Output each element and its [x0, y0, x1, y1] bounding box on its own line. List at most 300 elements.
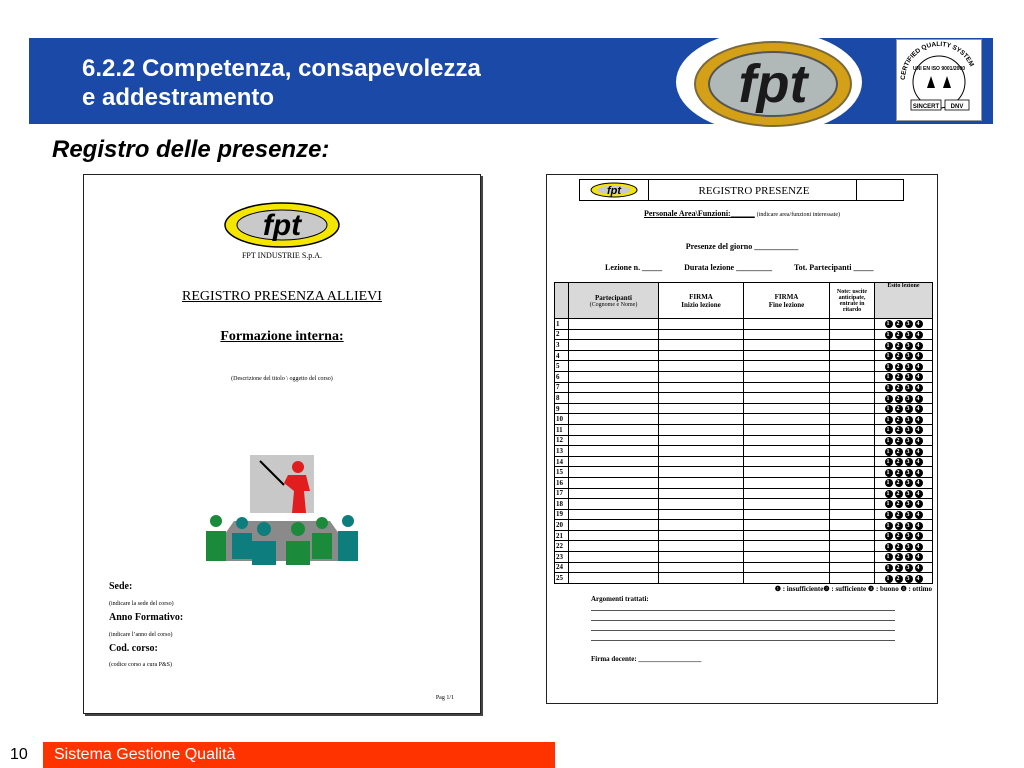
participant-cell[interactable] — [569, 424, 659, 435]
outcome-rating-cell[interactable] — [875, 446, 933, 457]
notes-cell[interactable] — [830, 340, 875, 351]
rating-mark-icon[interactable]: 1 — [886, 321, 891, 328]
participant-cell[interactable] — [569, 562, 659, 573]
row-number: 24 — [555, 562, 569, 573]
sign-end-cell[interactable] — [744, 499, 830, 510]
participant-cell[interactable] — [569, 371, 659, 382]
sign-end-cell[interactable] — [744, 424, 830, 435]
sign-end-cell[interactable] — [744, 541, 830, 552]
sign-end-cell[interactable] — [744, 446, 830, 457]
participant-cell[interactable] — [569, 520, 659, 531]
topics-line — [591, 620, 895, 621]
participant-cell[interactable] — [569, 382, 659, 393]
rating-mark-icon[interactable]: 1 — [886, 459, 891, 466]
rating-mark-icon[interactable]: 4 — [916, 575, 921, 582]
rating-mark-icon[interactable]: 4 — [916, 437, 921, 444]
table-row — [555, 477, 933, 488]
sign-start-cell[interactable] — [659, 573, 744, 584]
page-number: Pag 1/1 — [435, 695, 454, 701]
sign-end-cell[interactable] — [744, 340, 830, 351]
rating-mark-icon[interactable]: 4 — [916, 501, 921, 508]
rating-mark-icon[interactable]: 4 — [916, 374, 921, 381]
rating-mark-icon[interactable]: 2 — [896, 342, 901, 349]
rating-mark-icon[interactable]: 2 — [896, 533, 901, 540]
sign-end-cell[interactable] — [744, 382, 830, 393]
attendance-cover-document — [83, 174, 481, 714]
rating-mark-icon[interactable]: 3 — [906, 331, 911, 338]
rating-mark-icon[interactable]: 2 — [896, 543, 901, 550]
outcome-rating-cell[interactable] — [875, 541, 933, 552]
rating-mark-icon[interactable]: 3 — [906, 427, 911, 434]
rating-mark-icon[interactable]: 4 — [916, 490, 921, 497]
row-number: 21 — [555, 530, 569, 541]
rating-mark-icon[interactable]: 3 — [906, 480, 911, 487]
sign-end-cell[interactable] — [744, 488, 830, 499]
rating-mark-icon[interactable]: 3 — [906, 416, 911, 423]
sign-start-cell[interactable] — [659, 424, 744, 435]
outcome-rating-cell[interactable] — [875, 403, 933, 414]
sign-start-cell[interactable] — [659, 403, 744, 414]
sign-end-cell[interactable] — [744, 509, 830, 520]
table-row — [555, 488, 933, 499]
participant-cell[interactable] — [569, 488, 659, 499]
topics-line — [591, 640, 895, 641]
table-row — [555, 509, 933, 520]
rating-mark-icon[interactable]: 3 — [906, 554, 911, 561]
sign-start-cell[interactable] — [659, 393, 744, 404]
rating-mark-icon[interactable]: 1 — [886, 374, 891, 381]
rating-mark-icon[interactable]: 2 — [896, 565, 901, 572]
row-number: 20 — [555, 520, 569, 531]
topics-line — [591, 630, 895, 631]
rating-mark-icon[interactable]: 2 — [896, 575, 901, 582]
sign-end-cell[interactable] — [744, 329, 830, 340]
sign-end-cell[interactable] — [744, 371, 830, 382]
sign-start-cell[interactable] — [659, 477, 744, 488]
outcome-rating-cell[interactable] — [875, 530, 933, 541]
rating-mark-icon[interactable]: 4 — [916, 321, 921, 328]
rating-mark-icon[interactable]: 1 — [886, 575, 891, 582]
rating-mark-icon[interactable]: 2 — [896, 480, 901, 487]
notes-cell[interactable] — [830, 329, 875, 340]
venue-hint: (indicare la sede del corso) — [109, 601, 174, 607]
rating-mark-icon[interactable]: 4 — [916, 512, 921, 519]
rating-mark-icon[interactable]: 1 — [886, 353, 891, 360]
rating-mark-icon[interactable]: 3 — [906, 353, 911, 360]
svg-text:fpt: fpt — [738, 54, 808, 114]
participant-cell[interactable] — [569, 350, 659, 361]
notes-cell[interactable] — [830, 446, 875, 457]
rating-mark-icon[interactable]: 3 — [906, 374, 911, 381]
row-number: 13 — [555, 446, 569, 457]
outcome-rating-cell[interactable] — [875, 573, 933, 584]
sign-start-cell[interactable] — [659, 488, 744, 499]
rating-mark-icon[interactable]: 3 — [906, 384, 911, 391]
participant-cell[interactable] — [569, 340, 659, 351]
rating-mark-icon[interactable]: 3 — [906, 437, 911, 444]
outcome-rating-cell[interactable] — [875, 319, 933, 330]
col-sign-end-header — [744, 283, 830, 319]
participant-cell[interactable] — [569, 446, 659, 457]
outcome-rating-cell[interactable] — [875, 467, 933, 478]
rating-mark-icon[interactable]: 4 — [916, 384, 921, 391]
sign-start-cell[interactable] — [659, 520, 744, 531]
outcome-rating-cell[interactable] — [875, 329, 933, 340]
register-title: REGISTRO PRESENZA ALLIEVI — [182, 289, 382, 304]
rating-mark-icon[interactable]: 1 — [886, 416, 891, 423]
row-number: 8 — [555, 393, 569, 404]
rating-mark-icon[interactable]: 4 — [916, 459, 921, 466]
notes-cell[interactable] — [830, 361, 875, 372]
sign-start-cell[interactable] — [659, 371, 744, 382]
participant-cell[interactable] — [569, 456, 659, 467]
participant-cell[interactable] — [569, 393, 659, 404]
rating-mark-icon[interactable]: 4 — [916, 353, 921, 360]
rating-mark-icon[interactable]: 1 — [886, 522, 891, 529]
outcome-rating-cell[interactable] — [875, 456, 933, 467]
rating-mark-icon[interactable]: 1 — [886, 342, 891, 349]
table-row — [555, 403, 933, 414]
table-row — [555, 446, 933, 457]
rating-mark-icon[interactable]: 1 — [886, 533, 891, 540]
rating-mark-icon[interactable]: 4 — [916, 522, 921, 529]
page-title-line-1: 6.2.2 Competenza, consapevolezza — [82, 55, 481, 82]
rating-mark-icon[interactable]: 1 — [886, 448, 891, 455]
sign-end-cell[interactable] — [744, 477, 830, 488]
training-year-hint: (indicare l’anno del corso) — [109, 632, 173, 638]
sign-end-cell[interactable] — [744, 403, 830, 414]
outcome-rating-cell[interactable] — [875, 350, 933, 361]
outcome-rating-cell[interactable] — [875, 340, 933, 351]
sign-start-cell[interactable] — [659, 382, 744, 393]
sign-start-cell[interactable] — [659, 456, 744, 467]
table-row — [555, 552, 933, 563]
rating-mark-icon[interactable]: 4 — [916, 427, 921, 434]
participant-cell[interactable] — [569, 361, 659, 372]
attendance-table-body — [555, 319, 933, 584]
participant-cell[interactable] — [569, 573, 659, 584]
notes-cell[interactable] — [830, 562, 875, 573]
sign-end-cell[interactable] — [744, 435, 830, 446]
sign-start-cell[interactable] — [659, 340, 744, 351]
rating-mark-icon[interactable]: 2 — [896, 384, 901, 391]
rating-mark-icon[interactable]: 1 — [886, 363, 891, 370]
outcome-rating-cell[interactable] — [875, 393, 933, 404]
sign-end-cell[interactable] — [744, 467, 830, 478]
rating-mark-icon[interactable]: 4 — [916, 469, 921, 476]
rating-mark-icon[interactable]: 2 — [896, 554, 901, 561]
row-number: 6 — [555, 371, 569, 382]
notes-cell[interactable] — [830, 435, 875, 446]
participant-cell[interactable] — [569, 541, 659, 552]
rating-mark-icon[interactable]: 4 — [916, 363, 921, 370]
rating-mark-icon[interactable]: 2 — [896, 416, 901, 423]
notes-cell[interactable] — [830, 541, 875, 552]
notes-cell[interactable] — [830, 350, 875, 361]
notes-cell[interactable] — [830, 520, 875, 531]
attendance-table — [554, 282, 933, 584]
table-row — [555, 530, 933, 541]
area-line — [547, 209, 937, 218]
sign-start-cell[interactable] — [659, 329, 744, 340]
rating-mark-icon[interactable]: 1 — [886, 469, 891, 476]
page-title-line-2: e addestramento — [82, 84, 275, 111]
sign-end-cell[interactable] — [744, 393, 830, 404]
rating-mark-icon[interactable]: 3 — [906, 459, 911, 466]
sign-end-cell[interactable] — [744, 520, 830, 531]
notes-cell[interactable] — [830, 530, 875, 541]
outcome-rating-cell[interactable] — [875, 488, 933, 499]
row-number: 5 — [555, 361, 569, 372]
training-title: Formazione interna: — [220, 329, 344, 344]
rating-mark-icon[interactable]: 2 — [896, 395, 901, 402]
rating-mark-icon[interactable]: 3 — [906, 363, 911, 370]
table-row — [555, 371, 933, 382]
rating-mark-icon[interactable]: 4 — [916, 565, 921, 572]
rating-mark-icon[interactable]: 2 — [896, 522, 901, 529]
rating-mark-icon[interactable]: 3 — [906, 321, 911, 328]
fpt-logo-mini — [590, 182, 638, 198]
table-row — [555, 319, 933, 330]
outcome-rating-cell[interactable] — [875, 424, 933, 435]
rating-mark-icon[interactable]: 2 — [896, 437, 901, 444]
outcome-rating-cell[interactable] — [875, 361, 933, 372]
notes-cell[interactable] — [830, 509, 875, 520]
sign-end-cell[interactable] — [744, 530, 830, 541]
rating-mark-icon[interactable]: 1 — [886, 543, 891, 550]
rating-mark-icon[interactable]: 1 — [886, 554, 891, 561]
table-row — [555, 456, 933, 467]
col-sign-end-label-1: FIRMA — [774, 292, 799, 301]
rating-mark-icon[interactable]: 2 — [896, 331, 901, 338]
outcome-rating-cell[interactable] — [875, 562, 933, 573]
area-hint: (indicare area/funzioni interessate) — [756, 212, 841, 218]
col-sign-start-label-2: Inizio lezione — [681, 300, 721, 309]
notes-cell[interactable] — [830, 424, 875, 435]
outcome-rating-cell[interactable] — [875, 477, 933, 488]
rating-mark-icon[interactable]: 1 — [886, 490, 891, 497]
rating-mark-icon[interactable]: 1 — [886, 565, 891, 572]
row-number: 16 — [555, 477, 569, 488]
rating-mark-icon[interactable]: 4 — [916, 543, 921, 550]
rating-mark-icon[interactable]: 1 — [886, 406, 891, 413]
col-notes-header: Note: uscite anticipate, entrate in ritardo — [830, 283, 875, 319]
lesson-duration: Durata lezione _________ — [684, 263, 773, 272]
row-number: 25 — [555, 573, 569, 584]
rating-mark-icon[interactable]: 3 — [906, 395, 911, 402]
register-title: REGISTRO PRESENZE — [698, 185, 810, 197]
rating-mark-icon[interactable]: 3 — [906, 543, 911, 550]
rating-mark-icon[interactable]: 3 — [906, 512, 911, 519]
sign-start-cell[interactable] — [659, 350, 744, 361]
row-number: 4 — [555, 350, 569, 361]
col-sign-end-label-2: Fine lezione — [768, 300, 805, 309]
rating-mark-icon[interactable]: 3 — [906, 565, 911, 572]
notes-cell[interactable] — [830, 403, 875, 414]
rating-mark-icon[interactable]: 4 — [916, 480, 921, 487]
table-row — [555, 340, 933, 351]
notes-cell[interactable] — [830, 467, 875, 478]
row-number: 3 — [555, 340, 569, 351]
outcome-rating-cell[interactable] — [875, 371, 933, 382]
rating-mark-icon[interactable]: 3 — [906, 469, 911, 476]
participant-cell[interactable] — [569, 477, 659, 488]
col-participants-hint: (Cognome e Nome) — [589, 301, 638, 308]
participant-cell[interactable] — [569, 467, 659, 478]
table-row — [555, 382, 933, 393]
notes-cell[interactable] — [830, 573, 875, 584]
sign-start-cell[interactable] — [659, 361, 744, 372]
rating-mark-icon[interactable]: 4 — [916, 342, 921, 349]
sign-end-cell[interactable] — [744, 573, 830, 584]
rating-mark-icon[interactable]: 1 — [886, 427, 891, 434]
rating-mark-icon[interactable]: 4 — [916, 395, 921, 402]
outcome-rating-cell[interactable] — [875, 499, 933, 510]
sign-end-cell[interactable] — [744, 350, 830, 361]
participant-cell[interactable] — [569, 329, 659, 340]
participant-cell[interactable] — [569, 403, 659, 414]
rating-mark-icon[interactable]: 3 — [906, 406, 911, 413]
outcome-rating-cell[interactable] — [875, 509, 933, 520]
rating-mark-icon[interactable]: 1 — [886, 501, 891, 508]
sign-start-cell[interactable] — [659, 499, 744, 510]
rating-mark-icon[interactable]: 1 — [886, 480, 891, 487]
rating-mark-icon[interactable]: 1 — [886, 437, 891, 444]
fpt-logo-small — [224, 201, 340, 249]
rating-mark-icon[interactable]: 4 — [916, 416, 921, 423]
outcome-rating-cell[interactable] — [875, 435, 933, 446]
rating-mark-icon[interactable]: 4 — [916, 554, 921, 561]
rating-mark-icon[interactable]: 2 — [896, 363, 901, 370]
rating-mark-icon[interactable]: 3 — [906, 342, 911, 349]
table-row — [555, 562, 933, 573]
participant-cell[interactable] — [569, 499, 659, 510]
rating-mark-icon[interactable]: 4 — [916, 406, 921, 413]
col-number-header — [555, 283, 569, 319]
cert-body-2: DNV — [950, 104, 964, 110]
day-line: Presenze del giorno ___________ — [685, 242, 799, 251]
rating-mark-icon[interactable]: 2 — [896, 501, 901, 508]
rating-mark-icon[interactable]: 2 — [896, 374, 901, 381]
rating-mark-icon[interactable]: 2 — [896, 353, 901, 360]
sign-end-cell[interactable] — [744, 552, 830, 563]
rating-mark-icon[interactable]: 4 — [916, 331, 921, 338]
page-title — [82, 54, 602, 112]
rating-mark-icon[interactable]: 2 — [896, 448, 901, 455]
table-row — [555, 499, 933, 510]
notes-cell[interactable] — [830, 552, 875, 563]
rating-mark-icon[interactable]: 2 — [896, 321, 901, 328]
row-number: 2 — [555, 329, 569, 340]
sign-end-cell[interactable] — [744, 414, 830, 425]
participant-cell[interactable] — [569, 509, 659, 520]
sign-start-cell[interactable] — [659, 414, 744, 425]
sign-end-cell[interactable] — [744, 562, 830, 573]
attendance-register-document — [546, 174, 938, 704]
table-row — [555, 329, 933, 340]
participant-cell[interactable] — [569, 414, 659, 425]
course-code-hint: (codice corso a cura P&S) — [109, 662, 172, 668]
row-number: 11 — [555, 424, 569, 435]
sign-start-cell[interactable] — [659, 509, 744, 520]
rating-mark-icon[interactable]: 4 — [916, 448, 921, 455]
table-row — [555, 350, 933, 361]
rating-mark-icon[interactable]: 3 — [906, 522, 911, 529]
teacher-signature: Firma docente: __________________ — [591, 655, 702, 663]
sign-start-cell[interactable] — [659, 435, 744, 446]
outcome-rating-cell[interactable] — [875, 552, 933, 563]
rating-mark-icon[interactable]: 4 — [916, 533, 921, 540]
rating-mark-icon[interactable]: 2 — [896, 490, 901, 497]
rating-mark-icon[interactable]: 1 — [886, 331, 891, 338]
sign-end-cell[interactable] — [744, 319, 830, 330]
sign-end-cell[interactable] — [744, 456, 830, 467]
rating-mark-icon[interactable]: 3 — [906, 490, 911, 497]
section-heading: Registro delle presenze: — [52, 136, 330, 163]
rating-mark-icon[interactable]: 2 — [896, 512, 901, 519]
participants-total: Tot. Partecipanti _____ — [793, 263, 874, 272]
notes-cell[interactable] — [830, 319, 875, 330]
notes-cell[interactable] — [830, 382, 875, 393]
rating-mark-icon[interactable]: 3 — [906, 501, 911, 508]
outcome-rating-cell[interactable] — [875, 414, 933, 425]
sign-start-cell[interactable] — [659, 446, 744, 457]
sign-start-cell[interactable] — [659, 552, 744, 563]
row-number: 9 — [555, 403, 569, 414]
rating-mark-icon[interactable]: 3 — [906, 448, 911, 455]
certification-badge — [896, 39, 982, 121]
course-description: (Descrizione del titolo \ oggetto del corso) — [231, 376, 333, 382]
participant-cell[interactable] — [569, 530, 659, 541]
notes-cell[interactable] — [830, 414, 875, 425]
col-sign-start-label-1: FIRMA — [689, 292, 713, 301]
sign-start-cell[interactable] — [659, 530, 744, 541]
rating-mark-icon[interactable]: 1 — [886, 384, 891, 391]
sign-end-cell[interactable] — [744, 361, 830, 372]
participant-cell[interactable] — [569, 552, 659, 563]
table-row — [555, 414, 933, 425]
rating-mark-icon[interactable]: 2 — [896, 427, 901, 434]
fpt-logo — [693, 40, 853, 128]
sign-start-cell[interactable] — [659, 467, 744, 478]
notes-cell[interactable] — [830, 393, 875, 404]
notes-cell[interactable] — [830, 499, 875, 510]
outcome-rating-cell[interactable] — [875, 520, 933, 531]
sign-start-cell[interactable] — [659, 319, 744, 330]
sign-start-cell[interactable] — [659, 562, 744, 573]
table-row — [555, 435, 933, 446]
rating-mark-icon[interactable]: 1 — [886, 512, 891, 519]
participant-cell[interactable] — [569, 319, 659, 330]
row-number: 10 — [555, 414, 569, 425]
rating-mark-icon[interactable]: 3 — [906, 575, 911, 582]
rating-mark-icon[interactable]: 2 — [896, 459, 901, 466]
rating-mark-icon[interactable]: 3 — [906, 533, 911, 540]
outcome-rating-cell[interactable] — [875, 382, 933, 393]
area-label: Personale Area\Funzioni: — [643, 209, 731, 218]
notes-cell[interactable] — [830, 477, 875, 488]
sign-start-cell[interactable] — [659, 541, 744, 552]
participant-cell[interactable] — [569, 435, 659, 446]
notes-cell[interactable] — [830, 371, 875, 382]
area-blank: ______ — [730, 209, 755, 218]
notes-cell[interactable] — [830, 488, 875, 499]
notes-cell[interactable] — [830, 456, 875, 467]
rating-mark-icon[interactable]: 2 — [896, 406, 901, 413]
rating-mark-icon[interactable]: 1 — [886, 395, 891, 402]
rating-mark-icon[interactable]: 2 — [896, 469, 901, 476]
cert-arc-text: CERTIFIED QUALITY SYSTEM — [899, 40, 975, 81]
